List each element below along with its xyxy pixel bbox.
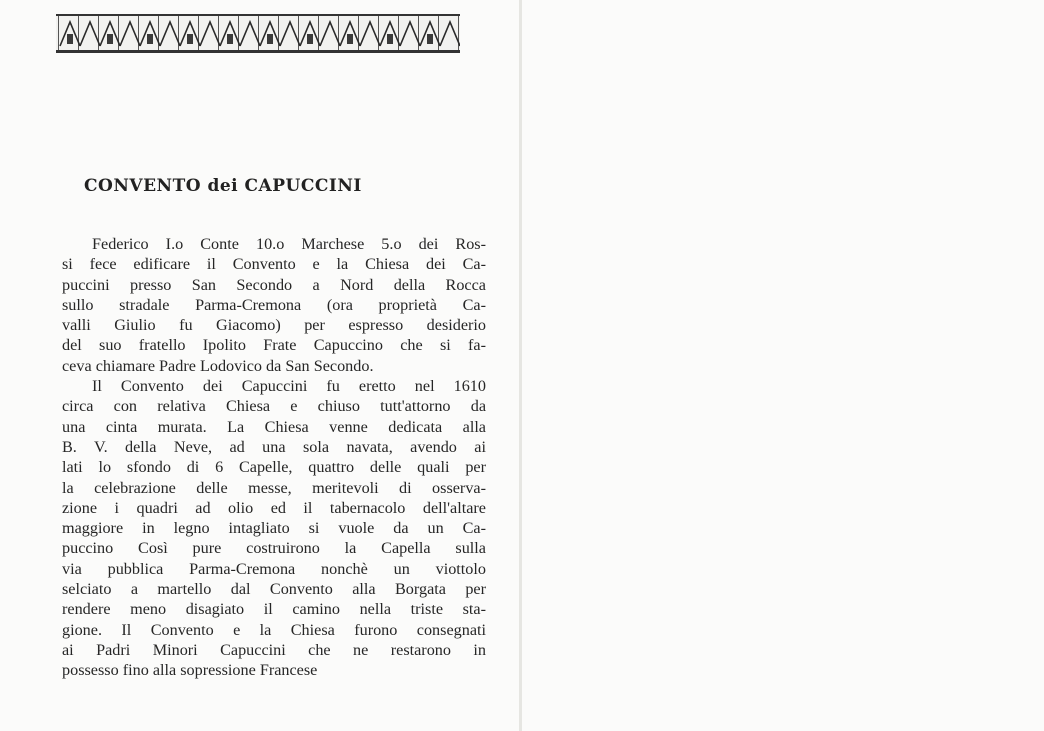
text-line: selciato a martello dal Convento alla Borgata per — [62, 580, 486, 599]
text-line: gione. Il Convento e la Chiesa furono consegnati — [62, 620, 486, 639]
text-line: rendere meno disagiato il camino nella triste sta- — [62, 600, 486, 619]
text-line: zione i quadri ad olio ed il tabernacolo dell'altare — [62, 498, 486, 517]
text-line: valli Giulio fu Giacomo) per espresso desiderio — [62, 316, 486, 335]
text-line: circa con relativa Chiesa e chiuso tutt'attorno da — [62, 397, 486, 416]
ornament-pattern-icon — [56, 16, 460, 50]
text-line: puccino Così pure costruirono la Capella sulla — [62, 539, 486, 558]
text-line: lati lo sfondo di 6 Capelle, quattro delle quali per — [62, 458, 486, 477]
left-page-body — [62, 234, 486, 681]
chapter-title: CONVENTO dei CAPUCCINI — [84, 176, 362, 196]
text-line: ceva chiamare Padre Lodovico da San Secondo. — [62, 356, 374, 375]
text-line: sullo stradale Parma-Cremona (ora proprietà Ca- — [62, 295, 486, 314]
text-line: via pubblica Parma-Cremona nonchè un viottolo — [62, 559, 486, 578]
text-line: una cinta murata. La Chiesa venne dedicata alla — [62, 417, 486, 436]
text-line: la celebrazione delle messe, meritevoli di osserva- — [62, 478, 486, 497]
text-line: Federico I.o Conte 10.o Marchese 5.o dei Ros- — [92, 235, 486, 253]
decorative-header-band — [56, 14, 460, 53]
text-line: si fece edificare il Convento e la Chiesa dei Ca- — [62, 255, 486, 274]
text-line: possesso fino alla sopressione Francese — [62, 661, 318, 680]
text-line: B. V. della Neve, ad una sola navata, avendo ai — [62, 437, 486, 456]
text-line: puccini presso San Secondo a Nord della Rocca — [62, 275, 486, 294]
text-line: ai Padri Minori Capuccini che ne restarono in — [62, 640, 486, 659]
text-line: Il Convento dei Capuccini fu eretto nel 1610 — [92, 377, 486, 396]
text-line: del suo fratello Ipolito Frate Capuccino che si fa- — [62, 336, 486, 355]
right-page — [522, 0, 1044, 731]
text-line: maggiore in legno intagliato si vuole da un Ca- — [62, 519, 486, 538]
